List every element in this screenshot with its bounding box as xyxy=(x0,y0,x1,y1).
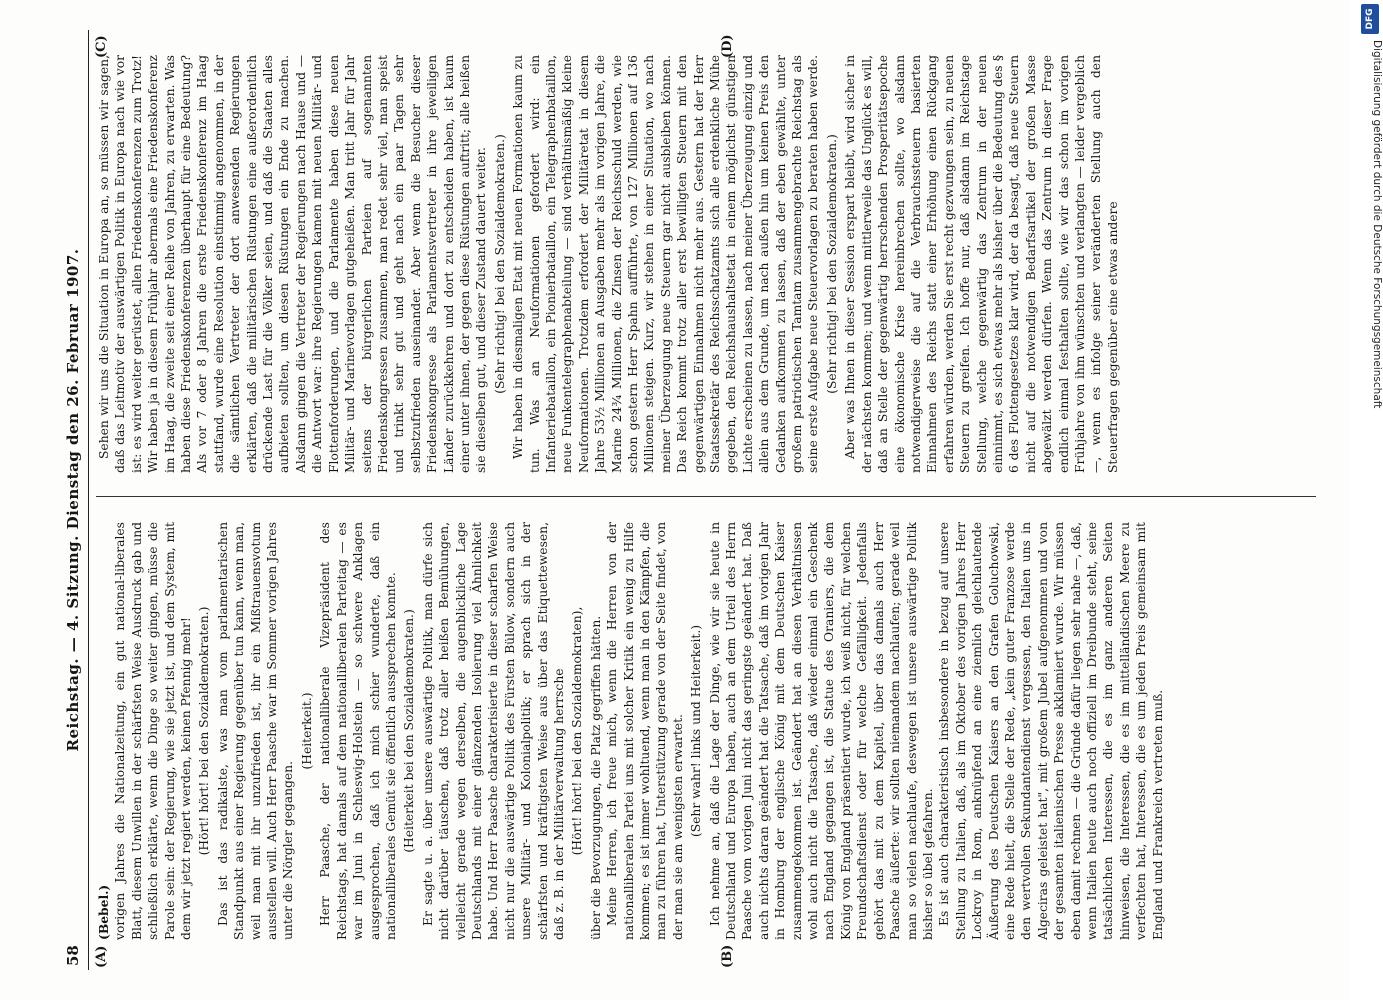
margin-marker-c: (C) xyxy=(94,35,109,58)
margin-marker-b: (B) xyxy=(720,944,735,968)
paragraph: Aber was Ihnen in dieser Session erspart bleibt, wird sicher in der nächsten kommen; und wenn mittlerweile das Unglück es will, daß an Stelle der gegenwärtig herrschenden Prosperitätsepoche eine ökonomische Krise hereinbrechen sollte, wo alsdann notwendigerweise die auf die Verbrauchssteuern basierten Einnahmen des Reichs statt einer Erhöhung einen Rückgang erfahren würden, werden Sie erst recht gezwungen sein, zu neuen Steuern zu greifen. Ich hoffe nur, daß alsdann im Reichstage Stellung, welche gegenwärtig das Zentrum in der neuen einnimmt, es sich etwas mehr als bisher über die Bedeutung des § 6 des Flottengesetzes klar wird, der da besagt, daß neue Steuern nicht auf die notwendigen Bedarfsartikel der großen Masse abgewälzt werden dürfen. Wenn das Zentrum in dieser Frage endlich einmal festhalten sollte, wie wir das schon im vorigen Frühjahre von ihm wünschten und verlangten — leider vergeblich —, wenn es infolge seiner veränderten Stellung auch den Steuerfragen gegenüber eine etwas andere xyxy=(843,55,1120,473)
paragraph: Sehen wir uns die Situation in Europa an, so müssen wir sagen, daß das Leitmotiv der auswärtigen Politik in Europa nach wie vor ist: es wird weiter gerüstet, allen Friedenskonferenzen zum Trotz! Wir haben ja in diesem Frühjahr abermals eine Friedenskonferenz im Haag, die zweite seit einer Reihe von Jahren, zu erwarten. Was haben diese Friedenskonferenzen überhaupt für eine Bedeutung? Als vor 7 oder 8 Jahren die erste Friedenskonferenz im Haag stattfand, wurde eine Resolution einstimmig angenommen, in der die sämtlichen Vertreter der dort anwesenden Regierungen erklärten, daß die militärischen Rüstungen eine außerordentlich drückende Last für die Völker seien, und daß die Staaten alles aufbieten sollten, um diesen Rüstungen ein Ende zu machen. Alsdann gingen die Vertreter der Regierungen nach Hause und — die Antwort war: ihre Regierungen kamen mit neuen Militär- und Flottenforderungen, und die Parlamente haben diese neuen Militär- und Marinevorlagen gutgeheißen. Man tritt Jahr für Jahr seitens der bürgerlichen Parteien auf sogenannten Friedenskongressen zusammen, man redet sehr viel, man speist und trinkt sehr gut und geht nach ein paar Tagen sehr selbstzufrieden auseinander. Aber wenn die Besucher dieser Friedenskongresse als Parlamentsvertreter in ihre jeweiligen Länder zurückkehren und dort zu entscheiden haben, ist kaum einer unter ihnen, der gegen diese Rüstungen auftritt; alle heißen sie dieselben gut, und dieser Zustand dauert weiter. xyxy=(97,55,489,473)
paragraph: vorigen Jahres die Nationalzeitung, ein gut national-liberales Blatt, diesem Unwillen in der schärfsten Weise Ausdruck gab und schließlich erklärte, wenn die Dinge so weiter gingen, müsse die Parole sein: der Regierung, wie sie jetzt ist, und dem System, mit dem wir jetzt regiert werden, keinen Pfennig mehr! xyxy=(113,522,194,940)
paragraph: über die Bevorzugungen, die Platz gegriffen hätten. xyxy=(588,615,603,940)
rotated-page-content xyxy=(60,30,1330,970)
margin-marker-d: (D) xyxy=(720,34,735,58)
paragraph: Wir haben in diesmaligen Etat mit neuen Formationen kaum zu tun. Was an Neuformationen gefordert wird: ein Infanteriebataillon, ein Pionierbataillon, ein Telegraphenbataillon, neue Funkentelegraphenabteilung — sind verhältnismäßig kleine Neuformationen. Trotzdem erfordert der Militäretat in diesem Jahre 53½ Millionen an Ausgaben mehr als im vorigen Jahre, die Marine 24¾ Millionen, die Zinsen der Reichsschuld werden, wie schon gestern Herr Spahn aufführte, von 127 Millionen auf 136 Millionen steigen. Kurz, wir stehen in einer Situation, wo nach meiner Überzeugung neue Steuern gar nicht ausbleiben können. Das Reich kommt trotz aller erst bewilligten Steuern mit den gegenwärtigen Einnahmen nicht mehr aus. Gestern hat der Herr Staatssekretär des Reichsschatzamts sich alle erdenkliche Mühe gegeben, den Reichshaushaltsetat in einem möglichst günstigen Lichte erscheinen zu lassen, nach meiner Überzeugung einzig und allein aus dem Grunde, um nach außen hin um keinen Preis den Gedanken aufkommen zu lassen, daß der eben gewählte, unter großem patriotischen Tamtam zusammengebrachte Reichstag als seine erste Aufgabe neue Steuervorlagen zu beraten haben werde. xyxy=(511,55,821,473)
interjection: (Hört! hört! bei den Sozialdemokraten.) xyxy=(197,606,212,856)
column-divider xyxy=(96,496,1316,497)
interjection: (Sehr wahr! links und Heiterkeit.) xyxy=(689,624,704,838)
interjection: (Heiterkeit.) xyxy=(299,692,314,770)
paragraph: Herr Paasche, der nationalliberale Vizepräsident des Reichstags, hat damals auf dem nationalliberalen Parteitag — es war im Juni in Schleswig-Holstein — so schwere Anklagen ausgesprochen, daß ich mich schier wunderte, daß ein nationalliberales Gemüt sie öffentlich aussprechen konnte. xyxy=(318,522,398,940)
paragraph: Ich nehme an, daß die Lage der Dinge, wie wir sie heute in Deutschland und Europa haben, auch an dem Urteil des Herrn Paasche vom vorigen Juni nicht das geringste geändert hat. Daß auch nichts daran geändert hat die Tatsache, daß im vorigen Jahr in Homburg der englische König mit dem Deutschen Kaiser zusammengekommen ist. Geändert hat an diesen Verhältnissen wohl auch nicht die Tatsache, daß wieder einmal ein Geschenk nach England gegangen ist, die Statue des Oraniers, die dem König von England präsentiert wurde, ich weiß nicht, für welchen Freundschaftsdienst oder für welche Gefälligkeit. Jedenfalls gehört das mit zu dem Kapitel, über das damals auch Herr Paasche äußerte: wir sollten niemandem nachlaufen; gerade weil man so vielen nachlaufe, deswegen ist unsere auswärtige Politik bisher so übel gefahren. xyxy=(707,522,935,940)
dfg-logo-text: DFG xyxy=(1365,8,1375,30)
paragraph: Das ist das radikalste, was man vom parlamentarischen Standpunkt aus einer Regierung gegenüber tun kann, wenn man, weil man mit ihr unzufrieden ist, ihr ein Mißtrauensvotum ausstellen will. Auch Herr Paasche war im Sommer vorigen Jahres unter die Nörgler gegangen. xyxy=(215,522,296,940)
margin-marker-a: (A) xyxy=(94,945,109,968)
right-column xyxy=(96,55,1316,473)
interjection: (Sehr richtig! bei den Sozialdemokraten.) xyxy=(824,134,839,394)
paragraph: Er sagte u. a. über unsere auswärtige Politik, man dürfe sich nicht darüber täuschen, daß trotz aller heißen Bemühungen, vielleicht gerade wegen derselben, die augenblickliche Lage Deutschlands mit einer glänzenden Isolierung viel Ähnlichkeit habe. Und Herr Paasche charakterisierte in dieser scharfen Weise nicht nur die auswärtige Politik des Fürsten Bülow, sondern auch unsere Militär- und Kolonialpolitik; er sprach sich in der schärfsten und kräftigsten Weise aus über das Etiquettewesen, daß z. B. in der Militärverwaltung herrsche xyxy=(420,522,566,940)
speaker-label: (Bebel.) xyxy=(96,884,111,940)
interjection: (Sehr richtig! bei den Sozialdemokraten.) xyxy=(492,134,507,394)
paragraph: Es ist auch charakteristisch insbesondere in bezug auf unsere Stellung zu Italien, daß, als im Oktober des vorigen Jahres Herr Lockroy in Rom, anknüpfend an eine ziemlich gleichlautende Äußerung des Deutschen Kaisers an den Grafen Goluchowski, eine Rede hielt, die Stelle der Rede, „kein guter Franzose werde den wertvollen Sekundantendienst vergessen, den Italien uns in Algeciras geleistet hat", mit großem Jubel aufgenommen und von der gesamten italienischen Presse akklamiert wurde. Wir müssen eben damit rechnen — die Gründe dafür liegen sehr nahe —, daß, wenn Italien heute auch noch offiziell im Dreibunde steht, seine tatsächlichen Interessen, die es im ganz anderen Seiten hinweisen, die Interessen, die es im mittelländischen Meere zu verfechten hat, Interessen, die es um jeden Preis gemeinsam mit England und Frankreich vertreten muß. xyxy=(937,522,1165,940)
interjection: (Heiterkeit bei den Sozialdemokraten.) xyxy=(402,609,417,853)
left-column xyxy=(96,522,1316,940)
page-number: 58 xyxy=(64,945,82,966)
page-header xyxy=(60,30,86,970)
header-rule xyxy=(88,30,89,970)
interjection: (Hört! hört! bei den Sozialdemokraten), xyxy=(570,606,585,856)
digitization-note: Digitalisierung gefördert durch die Deutsche Forschungsgemeinschaft xyxy=(1371,40,1383,409)
paragraph: Meine Herren, ich freue mich, wenn die Herren von der nationalliberalen Partei uns mit solcher Kritik ein wenig zu Hilfe kommen; es ist immer wohltuend, wenn man in den Kämpfen, die man zu führen hat, Unterstützung gerade von der Seite findet, von der man sie am wenigsten erwartet. xyxy=(605,522,685,940)
page-title: Reichstag. — 4. Sitzung. Dienstag den 26. Februar 1907. xyxy=(64,248,82,752)
dfg-logo xyxy=(1361,4,1379,34)
